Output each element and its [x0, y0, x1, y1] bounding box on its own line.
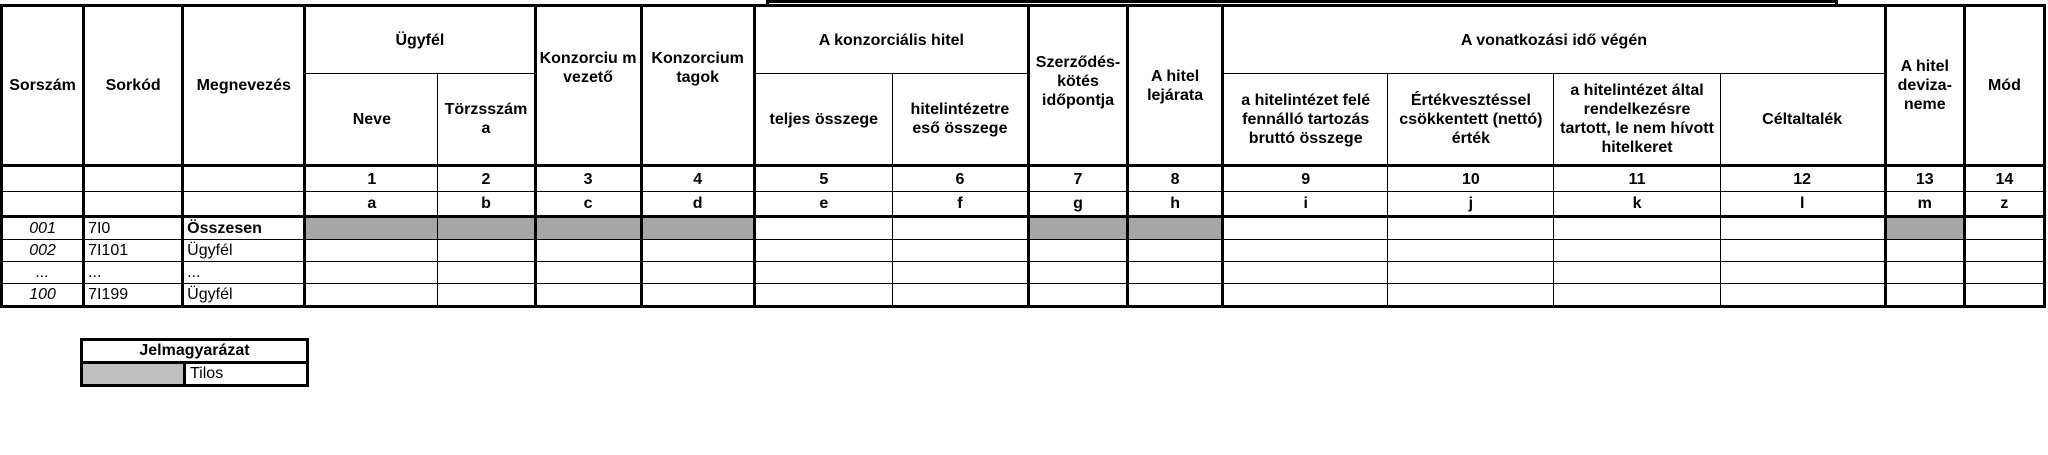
- row-sorkod: ...: [84, 262, 183, 284]
- data-cell[interactable]: [641, 240, 754, 262]
- header-mod: Mód: [1964, 6, 2044, 166]
- column-letter: k: [1554, 192, 1720, 217]
- data-cell[interactable]: [305, 284, 438, 307]
- data-cell[interactable]: [754, 262, 892, 284]
- column-letter: f: [892, 192, 1028, 217]
- data-cell[interactable]: [1554, 217, 1720, 240]
- column-letter: e: [754, 192, 892, 217]
- column-number: 11: [1554, 166, 1720, 192]
- data-cell[interactable]: [535, 284, 641, 307]
- column-number: 4: [641, 166, 754, 192]
- header-hitel-lejarata: A hitel lejárata: [1128, 6, 1223, 166]
- data-cell[interactable]: [1885, 240, 1964, 262]
- row-sorkod: 7I101: [84, 240, 183, 262]
- legend-label-forbidden: Tilos: [185, 363, 308, 386]
- data-cell[interactable]: [1720, 217, 1885, 240]
- data-cell[interactable]: [1720, 262, 1885, 284]
- row-megnevezes: ...: [183, 262, 305, 284]
- row-megnevezes: Ügyfél: [183, 240, 305, 262]
- data-cell[interactable]: [754, 240, 892, 262]
- data-cell[interactable]: [438, 262, 535, 284]
- column-letter: g: [1028, 192, 1127, 217]
- data-cell[interactable]: [754, 217, 892, 240]
- row-sorkod: 7I0: [84, 217, 183, 240]
- forbidden-cell: [305, 217, 438, 240]
- column-letter: c: [535, 192, 641, 217]
- table-row: [2, 284, 2045, 307]
- data-cell[interactable]: [1388, 217, 1554, 240]
- legend-table: [80, 338, 309, 387]
- header-teljes-osszege: teljes összege: [754, 74, 892, 166]
- column-number: 12: [1720, 166, 1885, 192]
- header-hitelintezetre-eso: hitelintézetre eső összege: [892, 74, 1028, 166]
- forbidden-cell: [641, 217, 754, 240]
- data-cell[interactable]: [1720, 240, 1885, 262]
- column-number: 10: [1388, 166, 1554, 192]
- row-sorszam: 100: [2, 284, 84, 307]
- forbidden-cell: [438, 217, 535, 240]
- header-celtartalek: Céltaltalék: [1720, 74, 1885, 166]
- table-row: [2, 217, 2045, 240]
- column-letter: m: [1885, 192, 1964, 217]
- legend-title: Jelmagyarázat: [82, 340, 308, 363]
- column-number: 9: [1223, 166, 1388, 192]
- column-letter: b: [438, 192, 535, 217]
- header-konzorcium-vezeto: Konzorciu m vezető: [535, 6, 641, 166]
- data-cell[interactable]: [892, 284, 1028, 307]
- header-hitelkeret: a hitelintézet által rendelkezésre tartott, le nem hívott hitelkeret: [1554, 74, 1720, 166]
- header-neve: Neve: [305, 74, 438, 166]
- data-cell[interactable]: [1964, 262, 2044, 284]
- data-cell[interactable]: [1223, 240, 1388, 262]
- header-vonatkozasi-ido: A vonatkozási idő végén: [1223, 6, 1886, 74]
- legend-swatch-forbidden: [82, 363, 185, 386]
- column-letter: h: [1128, 192, 1223, 217]
- data-table: [0, 4, 2046, 308]
- data-cell[interactable]: [1554, 262, 1720, 284]
- table-row: [2, 262, 2045, 284]
- row-sorkod: 7I199: [84, 284, 183, 307]
- data-cell[interactable]: [1885, 284, 1964, 307]
- column-number: 14: [1964, 166, 2044, 192]
- header-konzorcium-tagok: Konzorcium tagok: [641, 6, 754, 166]
- data-cell[interactable]: [892, 262, 1028, 284]
- header-brutto-osszeg: a hitelintézet felé fennálló tartozás bruttó összege: [1223, 74, 1388, 166]
- row-sorszam: 002: [2, 240, 84, 262]
- column-number: 13: [1885, 166, 1964, 192]
- data-cell[interactable]: [892, 240, 1028, 262]
- data-cell[interactable]: [1223, 262, 1388, 284]
- column-number: 3: [535, 166, 641, 192]
- table-row: [2, 240, 2045, 262]
- column-letter: d: [641, 192, 754, 217]
- data-cell[interactable]: [1128, 262, 1223, 284]
- data-cell[interactable]: [1720, 284, 1885, 307]
- data-cell[interactable]: [1028, 284, 1127, 307]
- column-number: 6: [892, 166, 1028, 192]
- data-cell[interactable]: [1388, 262, 1554, 284]
- header-sorkod: Sorkód: [84, 6, 183, 166]
- data-cell[interactable]: [438, 284, 535, 307]
- data-cell[interactable]: [641, 262, 754, 284]
- data-cell[interactable]: [1223, 284, 1388, 307]
- column-number: 8: [1128, 166, 1223, 192]
- row-megnevezes: Összesen: [183, 217, 305, 240]
- data-cell[interactable]: [1388, 240, 1554, 262]
- data-cell[interactable]: [1964, 284, 2044, 307]
- header-ertekvesztes: Értékvesztéssel csökkentett (nettó) érték: [1388, 74, 1554, 166]
- data-cell[interactable]: [1128, 240, 1223, 262]
- column-letter: a: [305, 192, 438, 217]
- data-cell[interactable]: [1885, 262, 1964, 284]
- header-megnevezes: Megnevezés: [183, 6, 305, 166]
- data-cell[interactable]: [892, 217, 1028, 240]
- data-cell[interactable]: [305, 262, 438, 284]
- data-cell[interactable]: [641, 284, 754, 307]
- header-sorszam: Sorszám: [2, 6, 84, 166]
- column-number: 2: [438, 166, 535, 192]
- data-cell[interactable]: [1554, 284, 1720, 307]
- data-cell[interactable]: [1028, 240, 1127, 262]
- header-deviza: A hitel deviza-neme: [1885, 6, 1964, 166]
- data-cell[interactable]: [438, 240, 535, 262]
- header-torzsszam: Törzsszám a: [438, 74, 535, 166]
- data-cell[interactable]: [535, 240, 641, 262]
- column-letter: j: [1388, 192, 1554, 217]
- column-number: 1: [305, 166, 438, 192]
- data-cell[interactable]: [1554, 240, 1720, 262]
- data-cell[interactable]: [1388, 284, 1554, 307]
- data-cell[interactable]: [754, 284, 892, 307]
- column-letter: z: [1964, 192, 2044, 217]
- data-cell[interactable]: [535, 262, 641, 284]
- header-ugyfel: Ügyfél: [305, 6, 535, 74]
- row-megnevezes: Ügyfél: [183, 284, 305, 307]
- row-sorszam: 001: [2, 217, 84, 240]
- column-letter: l: [1720, 192, 1885, 217]
- forbidden-cell: [1885, 217, 1964, 240]
- forbidden-cell: [1128, 217, 1223, 240]
- forbidden-cell: [535, 217, 641, 240]
- forbidden-cell: [1028, 217, 1127, 240]
- data-cell[interactable]: [1028, 262, 1127, 284]
- data-cell[interactable]: [1223, 217, 1388, 240]
- header-szerzodeskotes: Szerződés-kötés időpontja: [1028, 6, 1127, 166]
- data-cell[interactable]: [305, 240, 438, 262]
- header-konzorcialis-hitel: A konzorciális hitel: [754, 6, 1028, 74]
- column-number: 5: [754, 166, 892, 192]
- row-sorszam: ...: [2, 262, 84, 284]
- data-cell[interactable]: [1964, 240, 2044, 262]
- column-number: 7: [1028, 166, 1127, 192]
- data-cell[interactable]: [1128, 284, 1223, 307]
- column-letter: i: [1223, 192, 1388, 217]
- data-cell[interactable]: [1964, 217, 2044, 240]
